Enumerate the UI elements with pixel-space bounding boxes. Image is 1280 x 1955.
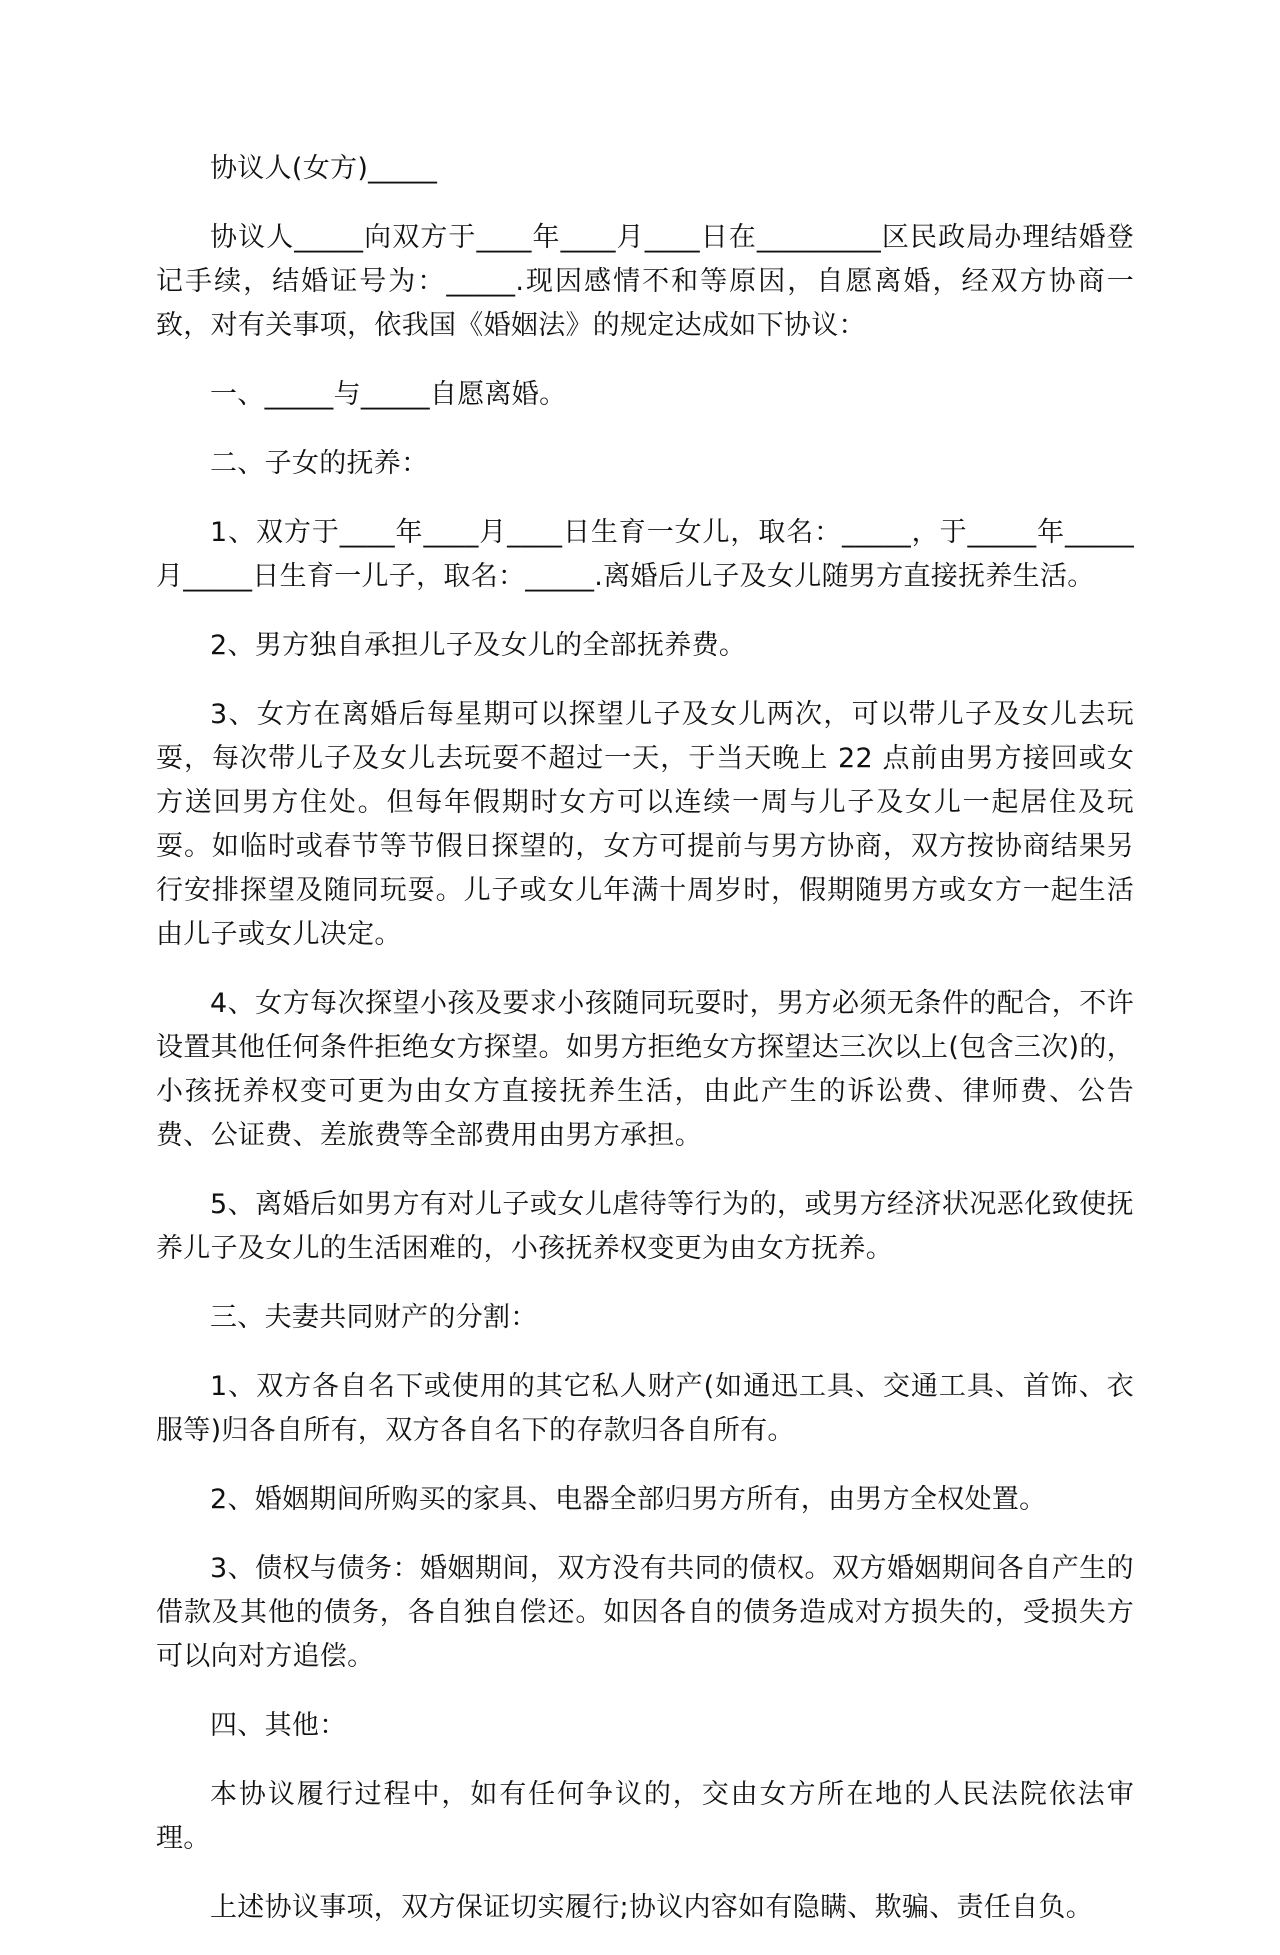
document-body	[156, 147, 1134, 1955]
clause-3-2: 2、婚姻期间所购买的家具、电器全部归男方所有，由男方全权处置。	[210, 1484, 1047, 1515]
section-3-heading: 三、夫妻共同财产的分割：	[210, 1302, 538, 1333]
section-4-heading: 四、其他：	[210, 1710, 347, 1741]
section-2-heading: 二、子女的抚养：	[210, 448, 429, 479]
closing-paragraph: 上述协议事项，双方保证切实履行;协议内容如有隐瞒、欺骗、责任自负。	[210, 1892, 1093, 1923]
clause-3-3: 3、债权与债务：婚姻期间，双方没有共同的债权。双方婚姻期间各自产生的借款及其他的债务，各自独自偿还。如因各自的债务造成对方损失的，受损失方可以向对方追偿。	[156, 1553, 1134, 1672]
clause-2-1: 1、双方于____年____月____日生育一女儿，取名：_____，于_____年_____月_____日生育一儿子，取名：_____.离婚后儿子及女儿随男方直接抚养生活。	[156, 517, 1134, 592]
section-1-divorce: 一、_____与_____自愿离婚。	[210, 379, 567, 410]
clause-2-4: 4、女方每次探望小孩及要求小孩随同玩耍时，男方必须无条件的配合，不许设置其他任何条件拒绝女方探望。如男方拒绝女方探望达三次以上(包含三次)的，小孩抚养权变可更为由女方直接抚养生活，由此产生的诉讼费、律师费、公告费、公证费、差旅费等全部费用由男方承担。	[156, 988, 1134, 1151]
clause-4-dispute: 本协议履行过程中，如有任何争议的，交由女方所在地的人民法院依法审理。	[156, 1779, 1134, 1854]
party-female-line: 协议人(女方)_____	[210, 153, 438, 184]
preamble-paragraph: 协议人_____向双方于____年____月____日在_________区民政局办理结婚登记手续，结婚证号为：_____.现因感情不和等原因，自愿离婚，经双方协商一致，对有关事项，依我国《婚姻法》的规定达成如下协议：	[156, 222, 1134, 341]
clause-2-2: 2、男方独自承担儿子及女儿的全部抚养费。	[210, 630, 747, 661]
clause-2-3: 3、女方在离婚后每星期可以探望儿子及女儿两次，可以带儿子及女儿去玩耍，每次带儿子及女儿去玩耍不超过一天，于当天晚上 22 点前由男方接回或女方送回男方住处。但每年假期时女方可以连续一周与儿子及女儿一起居住及玩耍。如临时或春节等节假日探望的，女方可提前与男方协商，双方按协商结果另行安排探望及随同玩耍。儿子或女儿年满十周岁时，假期随男方或女方一起生活由儿子或女儿决定。	[156, 699, 1134, 950]
clause-2-5: 5、离婚后如男方有对儿子或女儿虐待等行为的，或男方经济状况恶化致使抚养儿子及女儿的生活困难的，小孩抚养权变更为由女方抚养。	[156, 1189, 1134, 1264]
clause-3-1: 1、双方各自名下或使用的其它私人财产(如通迅工具、交通工具、首饰、衣服等)归各自所有，双方各自名下的存款归各自所有。	[156, 1371, 1134, 1446]
